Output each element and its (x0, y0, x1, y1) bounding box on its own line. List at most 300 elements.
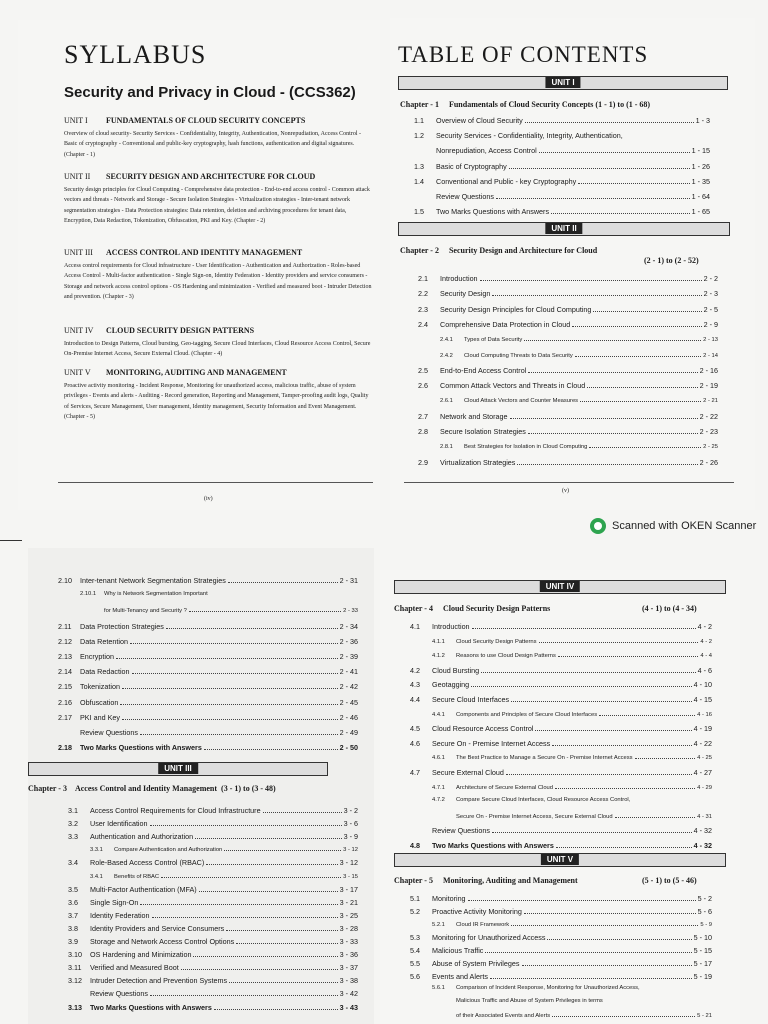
toc-entry-title: Data Protection Strategies (80, 621, 164, 631)
chapter-heading (394, 876, 578, 885)
dot-leader (122, 683, 338, 689)
toc-entry-number: 2.1 (418, 274, 428, 283)
toc-entry-title: Monitoring (432, 894, 466, 903)
toc-entry-number: 2.17 (58, 712, 72, 722)
toc-entry-title: Multi-Factor Authentication (MFA) (90, 884, 197, 894)
toc-entry-title: Proactive Activity Monitoring (432, 907, 522, 916)
toc-entry-page: 5 - 10 (693, 933, 712, 942)
syllabus-unit-4 (64, 326, 374, 360)
toc-entry-number: 3.6 (68, 897, 78, 907)
chapter-title: Fundamentals of Cloud Security Concepts (448, 100, 594, 109)
unit-banner (398, 222, 730, 236)
toc-entry (432, 812, 712, 820)
toc-entry-title: Cloud IR Framework (456, 922, 510, 928)
unit-label: UNIT II (64, 172, 91, 181)
toc-entry-page: 4 - 15 (693, 695, 712, 704)
toc-entry-title: Encryption (80, 652, 114, 661)
toc-entry-number: 2.6 (418, 381, 428, 391)
dot-leader (214, 1004, 338, 1010)
toc-entry-title: for Multi-Tenancy and Security ? (104, 608, 187, 615)
toc-entry-title: Malicious Traffic and Abuse of System Privileges in terms (456, 998, 603, 1004)
dot-leader (468, 895, 696, 901)
dot-leader (556, 842, 692, 848)
unit-banner-label: UNIT I (545, 77, 580, 88)
toc-entry (410, 959, 712, 968)
toc-entry-page: 2 - 36 (339, 636, 358, 646)
toc-entry-number: 3.3.1 (90, 847, 103, 854)
dot-leader (228, 577, 338, 583)
toc-entry-title: Abuse of System Privileges (432, 959, 520, 968)
toc-entry (58, 667, 358, 676)
toc-entry-title: Two Marks Questions with Answers (436, 207, 550, 217)
toc-entry-title: Virtualization Strategies (440, 457, 516, 467)
unit-name: FUNDAMENTALS OF CLOUD SECURITY CONCEPTS (106, 116, 306, 125)
toc-entry-title: Review Questions (80, 728, 138, 737)
toc-entry (414, 131, 710, 140)
dot-leader (587, 382, 697, 388)
dot-leader (150, 990, 338, 996)
toc-entry-number: 4.6.1 (432, 755, 445, 762)
dot-leader (492, 290, 701, 296)
toc-entry (68, 963, 358, 972)
dot-leader (552, 1011, 695, 1017)
unit-body: Introduction to Design Patterns, Cloud bursting, Geo-tagging, Secure Cloud Interfaces, Cloud Resource Access Control, Secure On-Premise Internet Access, Secure External Cloud. (Chapter - 4) (64, 341, 371, 358)
dot-leader (130, 638, 338, 644)
toc-entry-page: 5 - 2 (697, 894, 712, 903)
toc-page-1 (390, 18, 755, 510)
toc-page-2 (28, 548, 374, 1024)
toc-entry (58, 576, 358, 585)
toc-entry-page: 5 - 15 (693, 946, 712, 955)
dot-leader (535, 725, 691, 731)
unit-body: Overview of cloud security- Security Services - Confidentiality, Integrity, Authentication, Nonrepudiation, Access Control - Basic of cryptography - Conventional and public-key cryptography, hash functions, authentication and digital signatures. (Chapter - 1) (64, 131, 361, 158)
toc-entry-page: 4 - 27 (693, 768, 712, 777)
syllabus-unit-2 (64, 172, 374, 227)
toc-entry (68, 819, 358, 828)
toc-entry (90, 845, 358, 853)
toc-entry-number: 2.10.1 (80, 591, 97, 598)
toc-entry (432, 753, 712, 761)
unit-label: UNIT III (64, 248, 93, 257)
toc-entry-page: 2 - 9 (703, 319, 718, 329)
toc-entry-page: 2 - 46 (339, 712, 358, 722)
dot-leader (132, 668, 338, 674)
toc-entry (80, 606, 358, 614)
toc-entry-number: 2.16 (58, 697, 72, 707)
toc-entry-page: 3 - 36 (339, 950, 358, 960)
dot-leader (490, 973, 692, 979)
toc-entry-number: 3.1 (68, 806, 78, 815)
toc-entry-title: Benefits of RBAC (114, 873, 160, 880)
dot-leader (517, 459, 697, 465)
toc-entry-title: Monitoring for Unauthorized Access (432, 933, 546, 942)
toc-entry (432, 783, 712, 791)
chapter-heading (400, 246, 597, 255)
toc-entry-number: 3.13 (68, 1002, 82, 1012)
dot-leader (599, 710, 695, 716)
dot-leader (511, 696, 692, 702)
toc-entry-title: Cloud Attack Vectors and Counter Measures (464, 398, 579, 405)
toc-entry-title: Conventional and Public - key Cryptography (436, 176, 577, 186)
toc-entry-page: 1 - 15 (691, 146, 710, 156)
toc-entry-page: 3 - 33 (339, 937, 358, 946)
toc-entry-title: Components and Principles of Secure Cloud Interfaces (456, 711, 598, 718)
toc-entry-title: Intruder Detection and Prevention Systems (90, 976, 228, 986)
toc-entry-number: 4.7 (410, 768, 420, 777)
dot-leader (509, 163, 690, 169)
toc-entry-title: Compare Secure Cloud Interfaces, Cloud Resource Access Control, (456, 797, 631, 804)
toc-entry-title: Data Redaction (80, 667, 130, 677)
dot-leader (481, 667, 695, 673)
toc-entry-number: 4.1 (410, 622, 420, 631)
toc-entry-title: Verified and Measured Boot (90, 963, 179, 973)
toc-entry-title: Why is Network Segmentation Important (104, 591, 208, 598)
toc-entry-number: 5.2 (410, 907, 420, 916)
toc-entry-number: 2.9 (418, 457, 428, 467)
toc-entry (432, 651, 712, 659)
toc-entry-number: 4.5 (410, 724, 420, 734)
unit-label: UNIT IV (64, 326, 94, 335)
dot-leader (229, 977, 338, 983)
toc-entry-title: of their Associated Events and Alerts (456, 1013, 551, 1019)
toc-entry-title: OS Hardening and Minimization (90, 950, 192, 960)
unit-label: UNIT I (64, 116, 88, 125)
toc-entry-page: 2 - 19 (699, 381, 718, 391)
toc-entry-page: 2 - 26 (699, 457, 718, 467)
toc-entry-page: 1 - 65 (691, 207, 710, 217)
toc-entry (440, 335, 718, 343)
toc-entry-page: 2 - 22 (699, 411, 718, 421)
dot-leader (572, 321, 701, 327)
toc-entry-page: 3 - 25 (339, 910, 358, 920)
dot-leader (193, 951, 337, 957)
toc-entry-page: 1 - 26 (691, 161, 710, 171)
chapter-number: Chapter - 4 (394, 604, 433, 613)
toc-entry-page: 1 - 64 (691, 192, 710, 201)
toc-entry-number: 4.7.1 (432, 784, 445, 791)
toc-entry (410, 972, 712, 981)
chapter-range: (1 - 1) to (1 - 68) (595, 100, 651, 109)
toc-entry-title: Identity Federation (90, 910, 150, 920)
toc-page-3 (380, 570, 740, 1024)
corner-rule (0, 540, 22, 541)
toc-entry-page: 2 - 3 (703, 289, 718, 299)
toc-entry-page: 2 - 21 (703, 398, 718, 405)
toc-entry (410, 739, 712, 748)
toc-entry-title: Cloud Computing Threats to Data Security (464, 352, 573, 359)
toc-entry (68, 937, 358, 946)
toc-entry-number: 5.5 (410, 959, 420, 968)
toc-entry-page: 3 - 38 (339, 976, 358, 986)
dot-leader (524, 908, 696, 914)
toc-entry-number: 5.3 (410, 933, 420, 942)
dot-leader (472, 623, 696, 629)
chapter-number: Chapter - 1 (400, 100, 439, 109)
toc-entry-title: Two Marks Questions with Answers (80, 743, 202, 753)
toc-entry-page: 2 - 45 (339, 697, 358, 707)
toc-entry-number: 2.11 (58, 621, 72, 631)
toc-entry-title: Common Attack Vectors and Threats in Cloud (440, 381, 586, 391)
toc-entry-page: 3 - 12 (339, 858, 358, 868)
toc-entry-number: 1.4 (414, 176, 424, 186)
dot-leader (575, 351, 701, 357)
toc-entry-title: Compare Authentication and Authorization (114, 847, 223, 854)
toc-entry (68, 885, 358, 894)
toc-entry-title: Security Design (440, 289, 491, 299)
toc-entry (68, 976, 358, 985)
unit-banner (394, 853, 726, 867)
page-number: (iv) (204, 496, 213, 502)
toc-entry-number: 3.2 (68, 819, 78, 829)
dot-leader (539, 147, 690, 153)
dot-leader (547, 934, 691, 940)
toc-entry (68, 806, 358, 815)
toc-entry-number: 2.2 (418, 289, 428, 299)
toc-entry (414, 116, 710, 125)
toc-entry (58, 622, 358, 631)
unit-body: Proactive activity monitoring - Incident Response, Monitoring for unauthorized access, malicious traffic, abuse of system privileges - Events and alerts - Auditing - Record generation, Reporting and Management, Tamper-proofing audit logs, Quality of Services, Secure Management, User management, Identity management, Security Information and Event Management. (Chapter - 5) (64, 383, 369, 421)
syllabus-subtitle: Security and Privacy in Cloud - (CCS362) (64, 84, 356, 101)
toc-entry-title: Tokenization (80, 682, 120, 692)
toc-entry-number: 4.8 (410, 841, 420, 850)
toc-entry-title: Review Questions (432, 826, 490, 836)
toc-entry (58, 682, 358, 691)
toc-entry-number: 3.12 (68, 976, 82, 986)
toc-entry-number: 2.14 (58, 667, 72, 677)
toc-entry-page: 5 - 9 (700, 922, 712, 928)
dot-leader (166, 623, 338, 629)
toc-entry-title: Events and Alerts (432, 972, 488, 981)
chapter-heading (28, 784, 276, 793)
toc-entry-page: 4 - 2 (700, 638, 712, 645)
toc-entry-title: User Identification (90, 819, 148, 829)
dot-leader (635, 753, 696, 759)
chapter-number: Chapter - 5 (394, 876, 433, 885)
toc-entry-title: Identity Providers and Service Consumers (90, 923, 225, 933)
toc-entry (432, 637, 712, 645)
toc-entry-page: 2 - 31 (339, 576, 358, 585)
toc-entry-number: 1.3 (414, 161, 424, 171)
toc-title: TABLE OF CONTENTS (398, 42, 649, 67)
toc-entry-page: 2 - 14 (703, 352, 718, 359)
unit-body: Security design principles for Cloud Computing - Comprehensive data protection - End-to-end access control - Common attack vectors and threats - Network and Storage - Secure Isolation Strategies - Virtualization strategies - Inter-tenant network segmentation strategies - Data Protection strategies: Data retention, deletion and archiving procedures for tenant data, Encryption, Data Redaction, Tokenization, Obfuscation, PKI and Key. (Chapter - 2) (64, 187, 370, 225)
toc-entry-page: 4 - 6 (697, 665, 712, 675)
toc-entry-number: 3.11 (68, 963, 82, 973)
toc-entry-number: 2.4.1 (440, 337, 453, 344)
toc-entry-title: PKI and Key (80, 712, 120, 722)
dot-leader (122, 714, 338, 720)
toc-entry-title: Secure Isolation Strategies (440, 427, 526, 436)
chapter-number: Chapter - 3 (28, 784, 67, 793)
toc-entry-number: 4.6 (410, 738, 420, 748)
toc-entry (414, 146, 710, 155)
dot-leader (589, 442, 701, 448)
toc-entry-title: Access Control Requirements for Cloud Infrastructure (90, 806, 261, 815)
toc-entry-page: 3 - 2 (343, 806, 358, 815)
chapter-title: Access Control and Identity Management (74, 784, 218, 793)
toc-entry-page: 4 - 31 (697, 813, 712, 820)
footer-rule (58, 482, 373, 483)
toc-entry-number: 3.8 (68, 923, 78, 933)
toc-entry (410, 768, 712, 777)
toc-entry-title: Inter-tenant Network Segmentation Strategies (80, 576, 226, 585)
dot-leader (580, 396, 701, 402)
toc-entry (418, 412, 718, 421)
dot-leader (593, 306, 701, 312)
toc-entry (418, 289, 718, 298)
unit-name: SECURITY DESIGN AND ARCHITECTURE FOR CLOUD (106, 172, 316, 181)
toc-entry-number: 2.4.2 (440, 352, 453, 359)
toc-entry-title: Malicious Traffic (432, 946, 484, 955)
toc-entry-title: Review Questions (90, 989, 148, 999)
toc-entry (68, 1003, 358, 1012)
toc-entry-title: Review Questions (436, 192, 494, 201)
dot-leader (485, 947, 691, 953)
dot-leader (195, 833, 342, 839)
toc-entry-number: 4.4.1 (432, 711, 445, 718)
toc-entry (418, 366, 718, 375)
toc-entry-number: 2.8.1 (440, 444, 453, 451)
dot-leader (525, 117, 694, 123)
toc-entry (90, 872, 358, 880)
dot-leader (480, 275, 702, 281)
dot-leader (116, 653, 338, 659)
toc-entry (410, 933, 712, 942)
dot-leader (558, 651, 698, 657)
toc-entry (418, 320, 718, 329)
unit-banner-label: UNIT IV (540, 581, 580, 592)
toc-entry-title: Cloud Bursting (432, 665, 480, 675)
toc-entry-number: 5.4 (410, 946, 420, 955)
toc-entry-number: 2.15 (58, 682, 72, 692)
toc-entry-page: 2 - 41 (339, 667, 358, 677)
toc-entry-number: 2.5 (418, 365, 428, 375)
dot-leader (506, 769, 692, 775)
toc-entry-title: Security Services - Confidentiality, Integrity, Authentication, (436, 131, 623, 141)
toc-entry (410, 826, 712, 835)
toc-entry-page: 3 - 9 (343, 832, 358, 842)
dot-leader (522, 960, 692, 966)
toc-entry-page: 5 - 17 (693, 959, 712, 968)
dot-leader (496, 193, 690, 199)
toc-entry-title: Obfuscation (80, 697, 119, 707)
chapter-range: (4 - 1) to (4 - 34) (642, 604, 697, 613)
toc-entry-page: 2 - 33 (343, 608, 358, 615)
toc-entry-title: Secure On - Premise Internet Access, Secure External Cloud (456, 813, 613, 820)
toc-entry-title: Basic of Cryptography (436, 161, 507, 171)
toc-entry-title: Secure Cloud Interfaces (432, 695, 510, 704)
unit-banner (394, 580, 726, 594)
toc-entry (410, 666, 712, 675)
dot-leader (510, 413, 698, 419)
toc-entry-number: 5.2.1 (432, 922, 445, 928)
chapter-title: Security Design and Architecture for Cloud (448, 246, 598, 255)
toc-entry-title: Single Sign-On (90, 897, 139, 907)
toc-entry-number: 2.8 (418, 427, 428, 436)
toc-entry (418, 381, 718, 390)
syllabus-page (18, 20, 380, 510)
toc-entry (58, 698, 358, 707)
chapter-range: (3 - 1) to (3 - 48) (221, 784, 276, 793)
toc-entry-title: Security Design Principles for Cloud Computing (440, 304, 592, 314)
toc-entry-title: Best Strategies for Isolation in Cloud Computing (464, 444, 588, 451)
unit-banner-label: UNIT V (541, 854, 579, 865)
toc-entry-page: 2 - 34 (339, 621, 358, 631)
toc-entry (414, 177, 710, 186)
toc-entry (418, 305, 718, 314)
chapter-title: Monitoring, Auditing and Management (442, 876, 578, 885)
toc-entry-title: Role-Based Access Control (RBAC) (90, 858, 205, 868)
toc-entry (414, 192, 710, 201)
toc-entry-number: 3.10 (68, 950, 82, 960)
toc-entry-title: Data Retention (80, 636, 128, 646)
toc-entry (440, 442, 718, 450)
toc-entry (418, 274, 718, 283)
toc-entry-title: Storage and Network Access Control Options (90, 937, 235, 946)
toc-entry-title: Types of Data Security (464, 337, 523, 344)
toc-entry (68, 858, 358, 867)
toc-entry-page: 4 - 32 (693, 841, 712, 850)
toc-entry-title: Nonrepudiation, Access Control (436, 146, 537, 156)
syllabus-unit-3 (64, 248, 374, 303)
oken-scanner-icon (590, 518, 606, 534)
toc-entry-page: 4 - 2 (697, 622, 712, 631)
toc-entry-title: Introduction (440, 274, 478, 283)
toc-entry-page: 2 - 5 (703, 304, 718, 314)
toc-entry (418, 458, 718, 467)
toc-entry-page: 3 - 43 (339, 1002, 358, 1012)
toc-entry-number: 5.6 (410, 972, 420, 981)
toc-entry (440, 396, 718, 404)
toc-entry-title: Geotagging (432, 680, 470, 690)
toc-entry-number: 2.13 (58, 652, 72, 661)
toc-entry-number: 1.5 (414, 207, 424, 217)
toc-entry-number: 2.7 (418, 411, 428, 421)
toc-entry (68, 989, 358, 998)
dot-leader (189, 606, 341, 612)
toc-entry (410, 841, 712, 850)
toc-entry (410, 724, 712, 733)
toc-entry-number: 3.4.1 (90, 873, 103, 880)
toc-entry-title: Reasons to use Cloud Design Patterns (456, 653, 556, 660)
dot-leader (263, 807, 342, 813)
toc-entry-number: 2.10 (58, 576, 72, 585)
unit-body: Access control requirements for Cloud infrastructure - User Identification - Authentication and Authorization - Roles-based Access Control - Multi-factor authentication - Single Sign-on, Identity Federation - Identity providers and service consumers - Storage and network access control options - OS Hardening and minimization - Verified and measured boot - Intruder Detection and prevention. (Chapter - 3) (64, 263, 372, 301)
toc-entry (432, 985, 712, 991)
dot-leader (552, 740, 691, 746)
toc-entry (432, 998, 712, 1004)
page-number: (v) (562, 488, 569, 494)
toc-entry-number: 2.4 (418, 319, 428, 329)
dot-leader (199, 886, 338, 892)
scanner-watermark (590, 518, 756, 534)
toc-entry (68, 832, 358, 841)
toc-entry-page: 2 - 49 (339, 728, 358, 737)
toc-entry-number: 2.12 (58, 636, 72, 646)
dot-leader (150, 820, 342, 826)
toc-entry (410, 695, 712, 704)
unit-label: UNIT V (64, 368, 91, 377)
toc-entry (58, 713, 358, 722)
toc-entry-page: 4 - 25 (697, 755, 712, 762)
dot-leader (539, 637, 699, 643)
dot-leader (471, 681, 691, 687)
toc-entry (58, 637, 358, 646)
toc-entry (410, 907, 712, 916)
dot-leader (578, 178, 689, 184)
toc-entry-title: Architecture of Secure External Cloud (456, 784, 553, 791)
toc-entry-number: 5.1 (410, 894, 420, 903)
